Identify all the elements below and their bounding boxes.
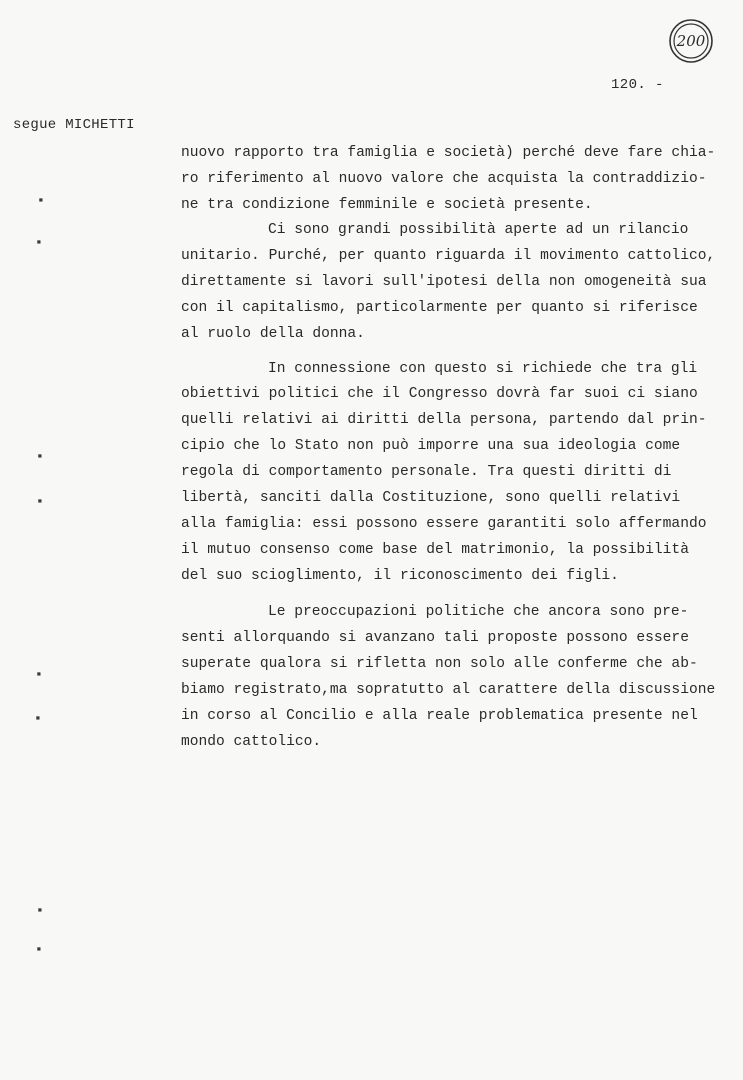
speaker-heading: segue MICHETTI xyxy=(13,117,135,133)
text-line: ro riferimento al nuovo valore che acquista la contraddizio- xyxy=(181,171,707,187)
text-line: Ci sono grandi possibilità aperte ad un rilancio xyxy=(268,222,689,238)
text-line: del suo scioglimento, il riconoscimento dei figli. xyxy=(181,568,619,584)
text-line: biamo registrato,ma sopratutto al carattere della discussione xyxy=(181,682,716,698)
margin-mark: ▪ xyxy=(35,942,43,957)
text-line: nuovo rapporto tra famiglia e società) perché deve fare chia- xyxy=(181,145,716,161)
text-line: superate qualora si rifletta non solo alle conferme che ab- xyxy=(181,656,698,672)
page-number: 120. - xyxy=(611,77,664,93)
text-line: il mutuo consenso come base del matrimonio, la possibilità xyxy=(181,542,689,558)
text-line: ne tra condizione femminile e società presente. xyxy=(181,197,593,213)
margin-mark: ▪ xyxy=(37,193,45,208)
margin-mark: ▪ xyxy=(36,494,44,509)
text-line: obiettivi politici che il Congresso dovrà far suoi ci siano xyxy=(181,386,698,402)
text-line: Le preoccupazioni politiche che ancora sono pre- xyxy=(268,604,689,620)
folio-number: 200 xyxy=(676,32,706,50)
text-line: cipio che lo Stato non può imporre una sua ideologia come xyxy=(181,438,681,454)
text-line: libertà, sanciti dalla Costituzione, sono quelli relativi xyxy=(181,490,681,506)
text-line: regola di comportamento personale. Tra questi diritti di xyxy=(181,464,672,480)
text-line: mondo cattolico. xyxy=(181,734,322,750)
text-line: senti allorquando si avanzano tali proposte possono essere xyxy=(181,630,689,646)
margin-mark: ▪ xyxy=(35,667,43,682)
text-line: con il capitalismo, particolarmente per quanto si riferisce xyxy=(181,300,698,316)
text-line: In connessione con questo si richiede che tra gli xyxy=(268,361,698,377)
margin-mark: ▪ xyxy=(35,235,43,250)
text-line: alla famiglia: essi possono essere garantiti solo affermando xyxy=(181,516,707,532)
folio-stamp xyxy=(666,16,716,66)
text-line: quelli relativi ai diritti della persona, partendo dal prin- xyxy=(181,412,707,428)
margin-mark: ▪ xyxy=(36,449,44,464)
margin-mark: ▪ xyxy=(36,903,44,918)
text-line: al ruolo della donna. xyxy=(181,326,365,342)
margin-mark: ▪ xyxy=(34,711,42,726)
text-line: in corso al Concilio e alla reale problematica presente nel xyxy=(181,708,698,724)
text-line: direttamente si lavori sull'ipotesi della non omogeneità sua xyxy=(181,274,707,290)
text-line: unitario. Purché, per quanto riguarda il movimento cattolico, xyxy=(181,248,716,264)
